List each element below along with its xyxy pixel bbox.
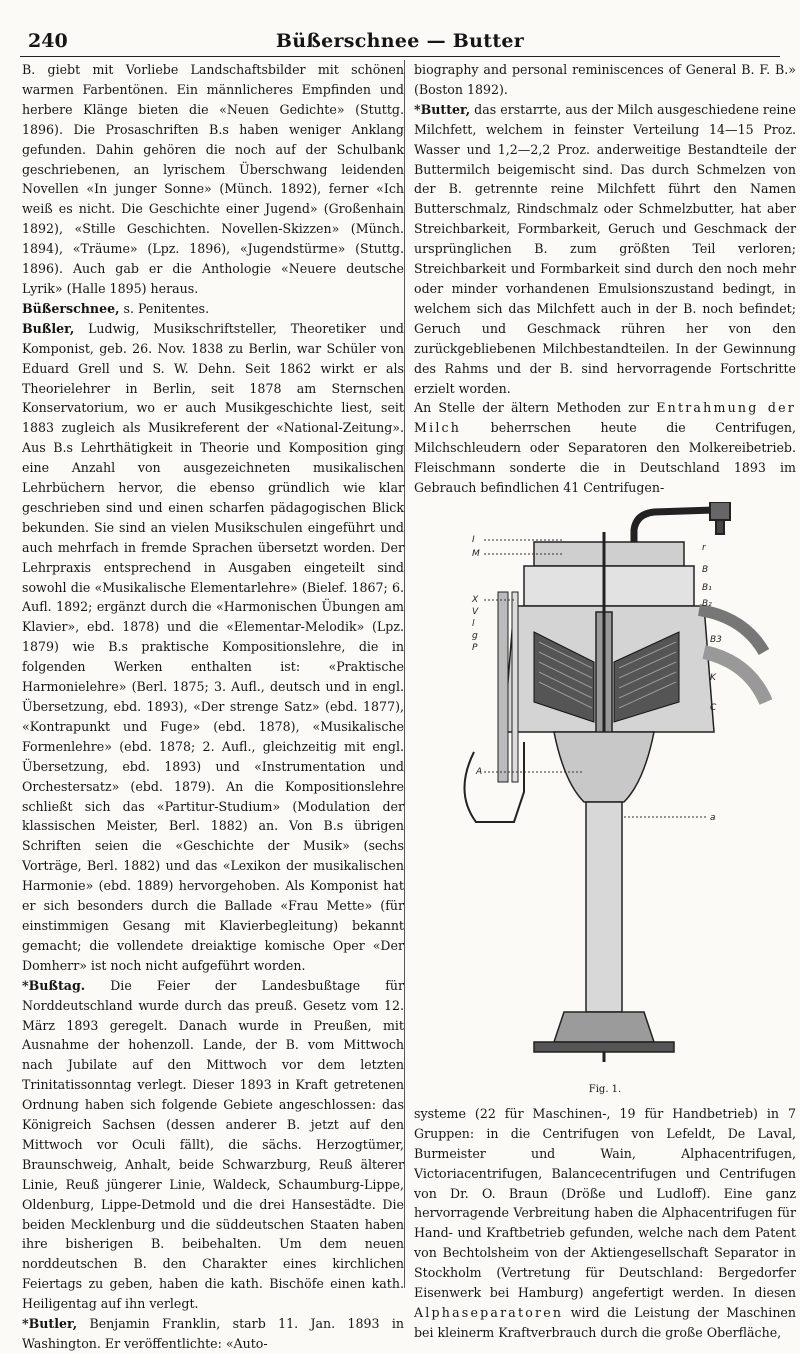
page-header <box>20 26 780 57</box>
spaced-term: Entrahmung der Milch <box>414 400 796 436</box>
label-V: V <box>472 606 479 617</box>
label-a: a <box>710 812 716 823</box>
figure-separator-illustration <box>414 502 796 1100</box>
entry-star: * <box>414 101 421 117</box>
continuation-paragraph: biography and personal reminiscences of General B. F. B.» (Boston 1892). <box>414 62 796 97</box>
label-g: g <box>472 630 478 641</box>
paragraph-text: An Stelle der ältern Methoden zur <box>414 400 657 416</box>
label-M: M <box>472 548 480 559</box>
column-divider <box>404 60 405 1288</box>
entry-star: * <box>22 977 29 993</box>
entry-bussler <box>22 319 404 976</box>
entry-text: Ludwig, Musikschriftsteller, Theoretiker und Komponist, geb. 26. Nov. 1838 zu Berlin, war Schüler von Eduard Grell und S. W. Dehn. Seit 1862 wirkt er als Theorielehrer in Berlin, seit 1878 am Sternschen Konservatorium, wo er auch Musikgeschichte liest, seit 1883 zugleich als Musikreferent der «National-Zeitung». Aus B.s Lehrthätigkeit in Theorie und Komposition ging eine Anzahl von ausgezeichneten musikalischen Lehrbüchern hervor, die ebenso gründlich wie klar geschrieben sind und einen scharfen pädagogischen Blick bekunden. Sie sind an vielen Musikschulen eingeführt und auch mehrfach in fremde Sprachen übersetzt worden. Der Lehrpraxis entsprechend in Ausgaben eingeteilt sind sowohl die «Musikalische Elementarlehre» (Bielef. 1867; 6. Aufl. 1892; ergänzt durch die «Harmonischen Übungen am Klavier», ebd. 1878) und die «Elementar-Melodik» (Lpz. 1879) wie B.s praktische Kompositionslehre, die in folgenden Werken enthalten ist: «Praktische Harmonielehre» (Berl. 1875; 3. Aufl., deutsch und in engl. Übersetzung, ebd. 1893), «Der strenge Satz» (ebd. 1877), «Kontrapunkt und Fuge» (ebd. 1878), «Musikalische Formenlehre» (ebd. 1878; 2. Aufl., gleichzeitig mit engl. Übersetzung, ebd. 1893) und «Instrumentation und Orchestersatz» (ebd. 1879). An die Kompositionslehre schließt sich das «Partitur-Studium» (Modulation der klassischen Meister, Berl. 1882) an. Von B.s übrigen Schriften seien die «Geschichte der Musik» (sechs Vorträge, Berl. 1882) und das «Lexikon der musikalischen Harmonie» (ebd. 1889) hervorgehoben. Als Komponist hat er sich besonders durch die Ballade «Frau Mette» (für einstimmigen Gesang mit Klavierbegleitung) bekannt gemacht; die vollendete dreiaktige komische Oper «Der Domherr» ist noch nicht aufgeführt worden. <box>22 320 404 973</box>
label-r: r <box>702 542 706 553</box>
label-A: A <box>476 766 483 777</box>
paragraph-entrahmung <box>414 398 796 498</box>
label-K: K <box>710 672 716 683</box>
paragraph-text: wird die Leistung der Maschinen bei kleinerm Kraftverbrauch durch die große Oberfläche, <box>414 1305 796 1340</box>
label-I: I <box>472 534 475 545</box>
entry-text: Benjamin Franklin, starb 11. Jan. 1893 in Washington. Er veröffentlichte: «Auto- <box>22 1316 404 1351</box>
separator-stand <box>464 732 674 1052</box>
entry-butler <box>22 1314 404 1354</box>
entry-butter <box>414 100 796 399</box>
left-column <box>22 60 404 1354</box>
label-X: X <box>472 594 479 605</box>
paragraph-text: systeme (22 für Maschinen-, 19 für Handbetrieb) in 7 Gruppen: in die Centrifugen von Lefeldt, De Laval, Burmeister und Wain, Alphacentrifugen, Victoriacentrifugen, Balancecentrifugen und Centrifugen von Dr. O. Braun (Dröße und Ludloff). Eine ganz hervorragende Verbreitung haben die Alphacentrifugen für Hand- und Kraftbetrieb gefunden, welche nach dem Patent von Bechtolsheim von der Aktiengesellschaft Separator in Stockholm (Vertretung für Deutschland: Bergedorfer Eisenwerk bei Hamburg) angefertigt werden. In diesen <box>414 1105 796 1301</box>
label-B3: B3 <box>710 634 722 645</box>
label-B: B <box>702 564 709 575</box>
entry-headword: Bußtag. <box>28 977 86 993</box>
figure-caption: Fig. 1. <box>588 1084 622 1096</box>
entry-headword: Büßerschnee, <box>22 300 120 316</box>
feed-tube <box>498 592 518 782</box>
entry-headword: Butter, <box>420 101 471 117</box>
label-P: P <box>472 642 478 653</box>
spaced-term: Alphaseparatoren <box>414 1305 564 1320</box>
entry-text: das erstarrte, aus der Milch ausgeschiedene reine Milchfett, welchem in feinster Verteilung 14—15 Proz. Wasser und 1,2—2,2 Proz. anderweitige Bestandteile der Buttermilch beigemischt sind. Das durch Schmelzen von der B. getrennte reine Milchfett führt den Namen Butterschmalz, Rindschmalz oder Schmelzbutter, hat aber Streichbarkeit, Formbarkeit, Geruch und Geschmack der ursprünglichen B. zum größten Teil verloren; Streichbarkeit und Formbarkeit sind durch den noch mehr oder minder vorhandenen Emulsionszustand bedingt, in welchem sich das Milchfett auch in der B. noch befindet; Geruch und Geschmack rühren her von den zurückgebliebenen Milchbestandteilen. In der Gewinnung des Rahms und der B. sind hervorragende Fortschritte erzielt worden. <box>414 101 796 396</box>
faucet-icon <box>634 502 730 542</box>
entry-busstag <box>22 976 404 1314</box>
entry-headword: Butler, <box>28 1316 78 1332</box>
right-column <box>414 60 796 1343</box>
paragraph-centrifuge-systems <box>414 1104 796 1343</box>
entry-star: * <box>22 1316 29 1332</box>
entry-text: Die Feier der Landesbußtage für Norddeutschland wurde durch das preuß. Gesetz vom 12. März 1893 geregelt. Danach wurde in Preußen, mit Ausnahme der hohenzoll. Lande, der B. vom Mittwoch nach Jubilate auf den Mittwoch vor dem letzten Trinitatissonntag verlegt. Dieser 1893 in Kraft getretenen Ordnung haben sich folgende Gebiete angeschlossen: das Königreich Sachsen (dessen anderer B. jetzt auf den Mittwoch vor Oculi fällt), die sächs. Herzogtümer, Braunschweig, Anhalt, beide Schwarzburg, Reuß älterer Linie, Reuß jüngerer Linie, Waldeck, Schaumburg-Lippe, Oldenburg, Lippe-Detmold und die drei Hansestädte. Die beiden Mecklenburg und die süddeutschen Staaten haben ihre bisherigen B. beibehalten. Um dem neuen norddeutschen B. den Charakter eines kirchlichen Feiertags zu geben, haben die kath. Bischöfe einen kath. Heiligentag auf ihn verlegt. <box>22 977 404 1312</box>
label-C: C <box>710 702 717 713</box>
label-l: l <box>472 618 475 629</box>
label-B1: B₁ <box>702 582 712 593</box>
page-number: 240 <box>28 30 68 52</box>
entry-bueszerschnee <box>22 299 404 319</box>
separator-drawing <box>414 502 796 1082</box>
entry-text: s. Penitentes. <box>119 300 210 316</box>
label-B2: B₂ <box>702 598 712 609</box>
continuation-paragraph: B. giebt mit Vorliebe Landschaftsbilder mit schönen warmen Farbentönen. Ein männlicheres Empfinden und herbere Klänge bieten die «Neuen Gedichte» (Stuttg. 1896). Die Prosaschriften B.s haben weniger Anklang gefunden. Dahin gehören die noch auf der Schulbank geschriebenen, an lyrischem Überschwang leidenden Novellen «In junger Sonne» (Münch. 1892), ferner «Ich weiß es nicht. Die Geschichte einer Jugend» (Großenhain 1892), «Stille Geschichten. Novellen-Skizzen» (Münch. 1894), «Träume» (Lpz. 1896), «Jugendstürme» (Stuttg. 1896). Auch gab er die Anthologie «Neuere deutsche Lyrik» (Halle 1895) heraus. <box>22 62 404 296</box>
running-title: Büßerschnee — Butter <box>275 30 525 52</box>
paragraph-text: beherrschen heute die Centrifugen, Milchschleudern oder Separatoren den Molkereibetrieb. Fleischmann sonderte die in Deutschland 1893 im Gebrauch befindlichen 41 Centrifugen- <box>414 420 796 496</box>
entry-headword: Bußler, <box>22 320 75 336</box>
